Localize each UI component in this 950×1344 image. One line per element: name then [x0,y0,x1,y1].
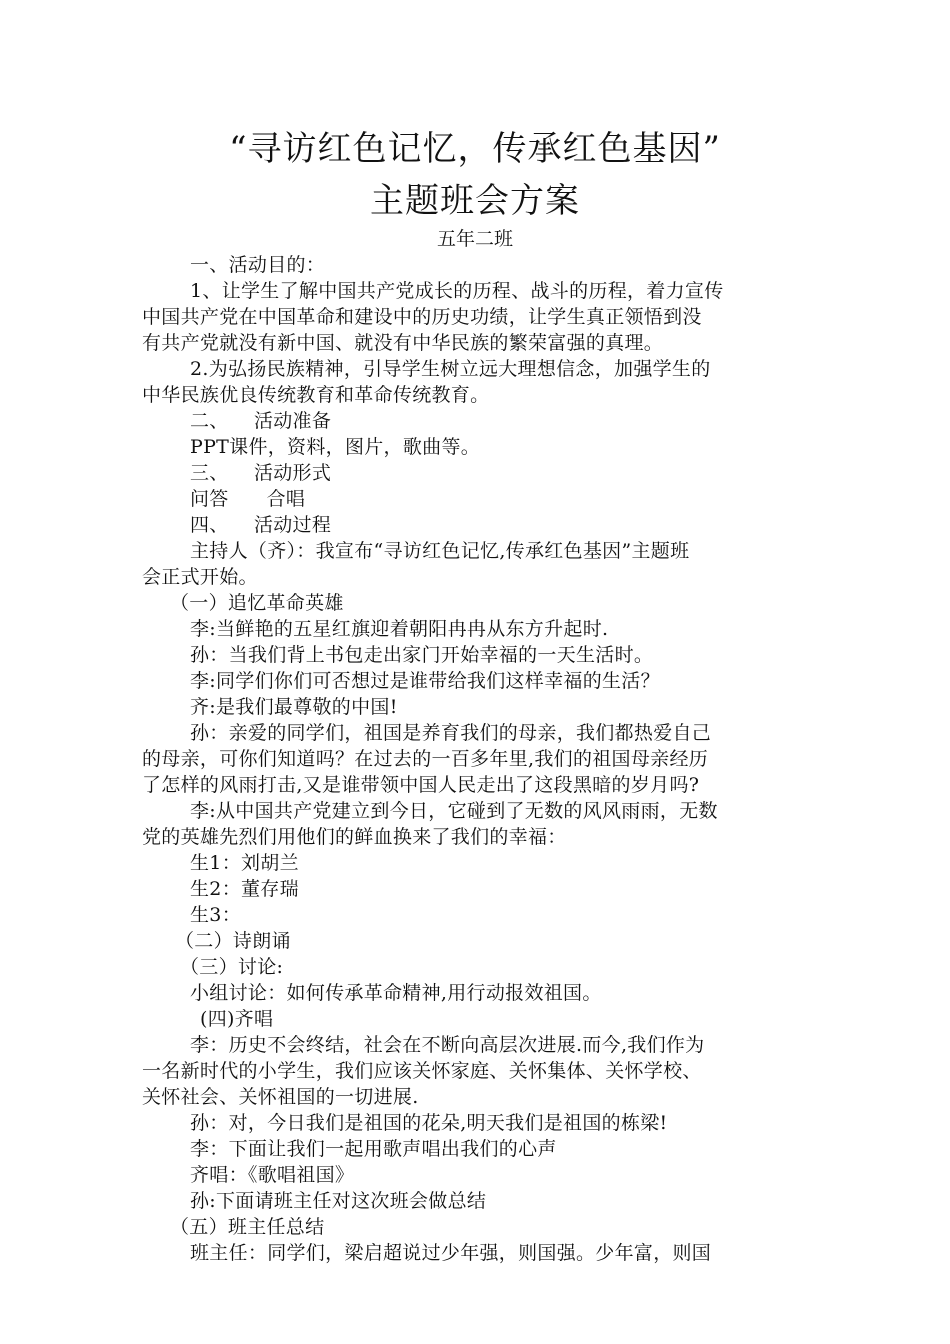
section-heading: 三、 活动形式 [190,462,332,484]
dialogue-line: 李：下面让我们一起用歌声唱出我们的心声 [190,1138,557,1160]
dialogue-line: 李：历史不会终结，社会在不断向高层次进展.而今,我们作为 [190,1034,705,1056]
paragraph-line: 会正式开始。 [142,566,258,588]
subsection-heading: （二）诗朗诵 [175,930,291,952]
class-name: 五年二班 [436,228,513,250]
dialogue-line: 的母亲，可你们知道吗？在过去的一百多年里,我们的祖国母亲经历 [142,748,709,770]
dialogue-line: 孙:下面请班主任对这次班会做总结 [190,1190,487,1212]
subsection-heading: （一）追忆革命英雄 [170,592,344,614]
subsection-heading: （三）讨论: [180,956,284,978]
dialogue-line: 了怎样的风雨打击,又是谁带领中国人民走出了这段黑暗的岁月吗? [142,774,700,796]
dialogue-line: 党的英雄先烈们用他们的鲜血换来了我们的幸福： [142,826,567,848]
section-heading: 四、 活动过程 [190,514,332,536]
dialogue-line: 李:同学们你们可否想过是谁带给我们这样幸福的生活？ [190,670,660,692]
dialogue-line: 齐:是我们最尊敬的中国! [190,696,398,718]
section-heading: 二、 活动准备 [190,410,332,432]
paragraph-line: 1、让学生了解中国共产党成长的历程、战斗的历程，着力宣传 [190,280,724,302]
paragraph-line: 有共产党就没有新中国、就没有中华民族的繁荣富强的真理。 [142,332,664,354]
paragraph-line: 中华民族优良传统教育和革命传统教育。 [142,384,490,406]
dialogue-line: 一名新时代的小学生，我们应该关怀家庭、关怀集体、关怀学校、 [142,1060,702,1082]
subsection-heading: (四)齐唱 [200,1008,274,1030]
paragraph-line: 问答 合唱 [190,488,306,510]
paragraph-line: 小组讨论：如何传承革命精神,用行动报效祖国。 [190,982,602,1004]
dialogue-line: 生3： [190,904,241,926]
paragraph-line: 中国共产党在中国革命和建设中的历史功绩，让学生真正领悟到没 [142,306,702,328]
dialogue-line: 齐唱：《歌唱祖国》 [190,1164,355,1186]
dialogue-line: 李:从中国共产党建立到今日，它碰到了无数的风风雨雨，无数 [190,800,718,822]
dialogue-line: 孙：当我们背上书包走出家门开始幸福的一天生活时。 [190,644,654,666]
dialogue-line: 孙：对，今日我们是祖国的花朵,明天我们是祖国的栋梁! [190,1112,668,1134]
section-heading: 一、活动目的： [190,254,326,276]
document-title-line-2: 主题班会方案 [370,181,580,221]
dialogue-line: 生2：董存瑞 [190,878,299,900]
paragraph-line: PPT课件，资料，图片，歌曲等。 [190,436,481,458]
paragraph-line: 主持人（齐）：我宣布“寻访红色记忆,传承红色基因”主题班 [190,540,690,562]
dialogue-line: 生1：刘胡兰 [190,852,299,874]
subsection-heading: （五）班主任总结 [170,1216,325,1238]
dialogue-line: 李:当鲜艳的五星红旗迎着朝阳冉冉从东方升起时. [190,618,609,640]
paragraph-line: 2.为弘扬民族精神，引导学生树立远大理想信念，加强学生的 [190,358,711,380]
dialogue-line: 关怀社会、关怀祖国的一切进展. [142,1086,419,1108]
document-title-line-1: “寻访红色记忆，传承红色基因” [229,129,721,169]
dialogue-line: 孙：亲爱的同学们，祖国是养育我们的母亲，我们都热爱自己 [190,722,712,744]
dialogue-line: 班主任：同学们，梁启超说过少年强，则国强。少年富，则国 [190,1242,712,1264]
